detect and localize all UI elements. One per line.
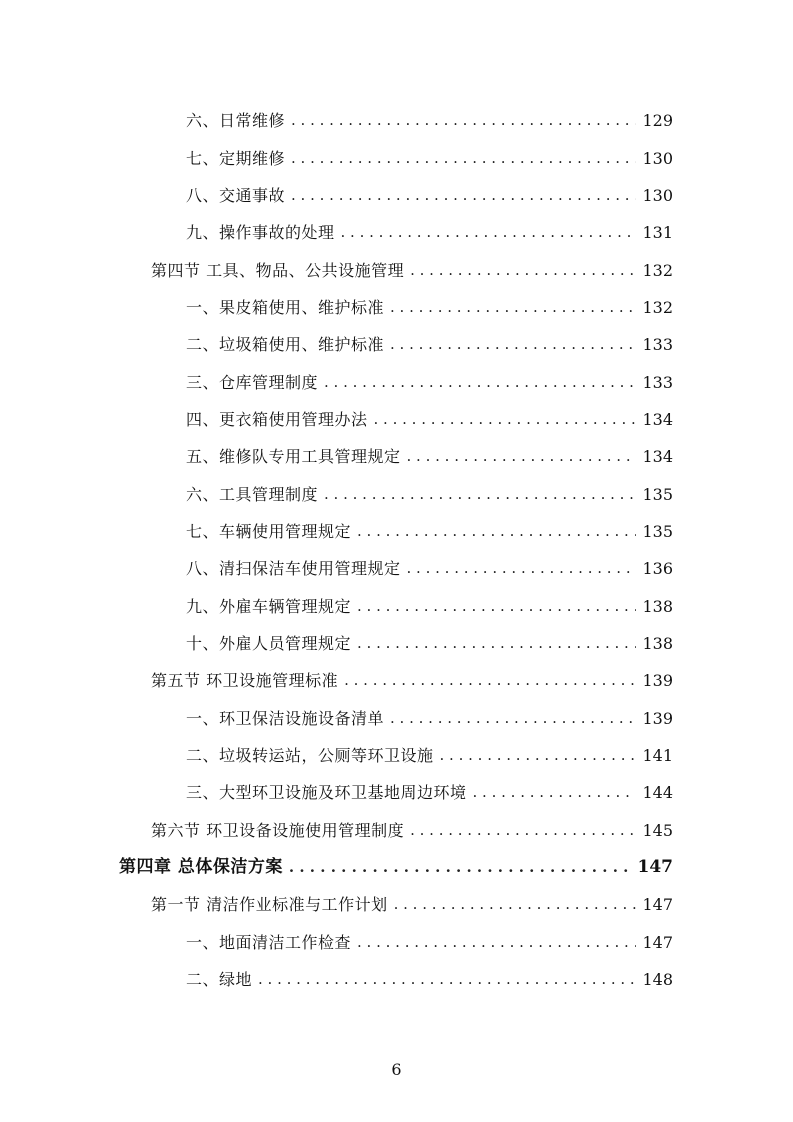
toc-subsection-entry[interactable] [0,363,793,400]
toc-subsection-entry[interactable] [0,737,793,774]
toc-entry-label: 第一节 清洁作业标准与工作计划 [151,895,388,915]
toc-entry-line [186,588,673,625]
toc-section-entry[interactable] [0,812,793,849]
toc-entry-label: 七、车辆使用管理规定 [186,521,352,541]
toc-subsection-entry[interactable] [0,513,793,550]
toc-subsection-entry[interactable] [0,587,793,624]
toc-entry-line [186,924,673,961]
toc-dot-leader [344,662,636,699]
toc-entry-label: 二、绿地 [186,970,253,990]
toc-dot-leader [394,886,637,923]
toc-dot-leader [407,438,637,475]
toc-entry-page: 147 [642,932,673,952]
toc-dot-leader [357,924,636,961]
toc-dot-leader [291,177,636,214]
toc-dot-leader [390,326,636,363]
toc-entry-line [186,214,673,251]
toc-entry-line [151,662,673,699]
toc-subsection-entry[interactable] [0,774,793,811]
toc-dot-leader [291,140,636,177]
toc-entry-line [186,774,673,811]
toc-entry-page: 138 [642,633,673,653]
toc-entry-label: 第四章 总体保洁方案 [119,857,283,878]
toc-subsection-entry[interactable] [0,102,793,139]
toc-entry-page: 148 [642,970,673,990]
toc-entry-line [186,476,673,513]
toc-entry-label: 一、环卫保洁设施设备清单 [186,708,385,728]
toc-dot-leader [291,102,636,139]
toc-subsection-entry[interactable] [0,625,793,662]
toc-dot-leader [357,625,636,662]
toc-entry-page: 139 [642,671,673,691]
toc-dot-leader [258,961,636,998]
toc-section-entry[interactable] [0,662,793,699]
toc-entry-page: 147 [642,895,673,915]
toc-entry-page: 145 [642,820,673,840]
toc-subsection-entry[interactable] [0,214,793,251]
toc-entry-page: 135 [642,521,673,541]
toc-entry-label: 五、维修队专用工具管理规定 [186,447,401,467]
toc-entry-line [151,252,673,289]
toc-entry-page: 129 [642,111,673,131]
toc-entry-page: 130 [642,185,673,205]
toc-entry-line [186,737,673,774]
toc-entry-label: 九、操作事故的处理 [186,223,335,243]
toc-entry-line [186,700,673,737]
toc-entry-page: 138 [642,596,673,616]
toc-dot-leader [374,401,637,438]
toc-entry-line [186,326,673,363]
toc-entry-line [186,438,673,475]
toc-entry-label: 十、外雇人员管理规定 [186,633,352,653]
toc-dot-leader [357,588,636,625]
toc-dot-leader [410,812,636,849]
toc-subsection-entry[interactable] [0,700,793,737]
toc-subsection-entry[interactable] [0,550,793,587]
toc-entry-label: 第六节 环卫设备设施使用管理制度 [151,820,405,840]
toc-entry-page: 133 [642,335,673,355]
page-number: 6 [391,1060,402,1079]
toc-entry-page: 135 [642,484,673,504]
toc-entry-label: 一、果皮箱使用、维护标准 [186,297,385,317]
toc-chapter-entry[interactable] [0,849,793,886]
toc-entry-label: 第五节 环卫设施管理标准 [151,671,339,691]
toc-entry-line [186,289,673,326]
toc-subsection-entry[interactable] [0,401,793,438]
toc-dot-leader [390,700,636,737]
toc-entry-label: 一、地面清洁工作检查 [186,932,352,952]
toc-entry-line [186,102,673,139]
toc-entry-page: 132 [642,260,673,280]
toc-subsection-entry[interactable] [0,289,793,326]
toc-entry-label: 二、垃圾箱使用、维护标准 [186,335,385,355]
toc-dot-leader [407,550,637,587]
toc-subsection-entry[interactable] [0,139,793,176]
toc-entry-page: 133 [642,372,673,392]
toc-dot-leader [341,214,637,251]
toc-entry-line [186,513,673,550]
toc-dot-leader [357,513,636,550]
toc-entry-line [186,364,673,401]
toc-dot-leader [410,252,636,289]
toc-subsection-entry[interactable] [0,177,793,214]
toc-dot-leader [440,737,637,774]
toc-entry-line [186,140,673,177]
toc-entry-page: 144 [642,783,673,803]
toc-subsection-entry[interactable] [0,438,793,475]
toc-subsection-entry[interactable] [0,924,793,961]
toc-entry-line [119,849,673,886]
toc-dot-leader [324,476,636,513]
toc-entry-page: 134 [642,447,673,467]
toc-entry-page: 147 [637,857,673,878]
toc-entry-label: 七、定期维修 [186,148,286,168]
toc-dot-leader [324,364,636,401]
toc-entry-label: 三、仓库管理制度 [186,372,319,392]
toc-entry-page: 131 [642,223,673,243]
toc-entry-page: 130 [642,148,673,168]
toc-entry-page: 134 [642,409,673,429]
toc-entry-line [186,550,673,587]
toc-entry-line [151,886,673,923]
table-of-contents [0,102,793,998]
toc-entry-page: 136 [642,559,673,579]
toc-entry-line [186,177,673,214]
toc-entry-label: 六、日常维修 [186,111,286,131]
toc-entry-label: 四、更衣箱使用管理办法 [186,409,368,429]
toc-dot-leader [390,289,636,326]
toc-entry-page: 141 [642,746,673,766]
toc-section-entry[interactable] [0,251,793,288]
toc-entry-label: 八、清扫保洁车使用管理规定 [186,559,401,579]
toc-dot-leader [289,849,632,886]
toc-entry-label: 第四节 工具、物品、公共设施管理 [151,260,405,280]
toc-entry-label: 八、交通事故 [186,185,286,205]
toc-subsection-entry[interactable] [0,475,793,512]
toc-entry-line [151,812,673,849]
toc-section-entry[interactable] [0,886,793,923]
toc-entry-page: 139 [642,708,673,728]
toc-entry-line [186,401,673,438]
toc-entry-label: 六、工具管理制度 [186,484,319,504]
toc-entry-label: 二、垃圾转运站，公厕等环卫设施 [186,746,434,766]
toc-dot-leader [473,774,637,811]
toc-entry-label: 九、外雇车辆管理规定 [186,596,352,616]
toc-entry-line [186,961,673,998]
toc-entry-line [186,625,673,662]
toc-entry-label: 三、大型环卫设施及环卫基地周边环境 [186,783,467,803]
toc-entry-page: 132 [642,297,673,317]
toc-subsection-entry[interactable] [0,326,793,363]
toc-subsection-entry[interactable] [0,961,793,998]
